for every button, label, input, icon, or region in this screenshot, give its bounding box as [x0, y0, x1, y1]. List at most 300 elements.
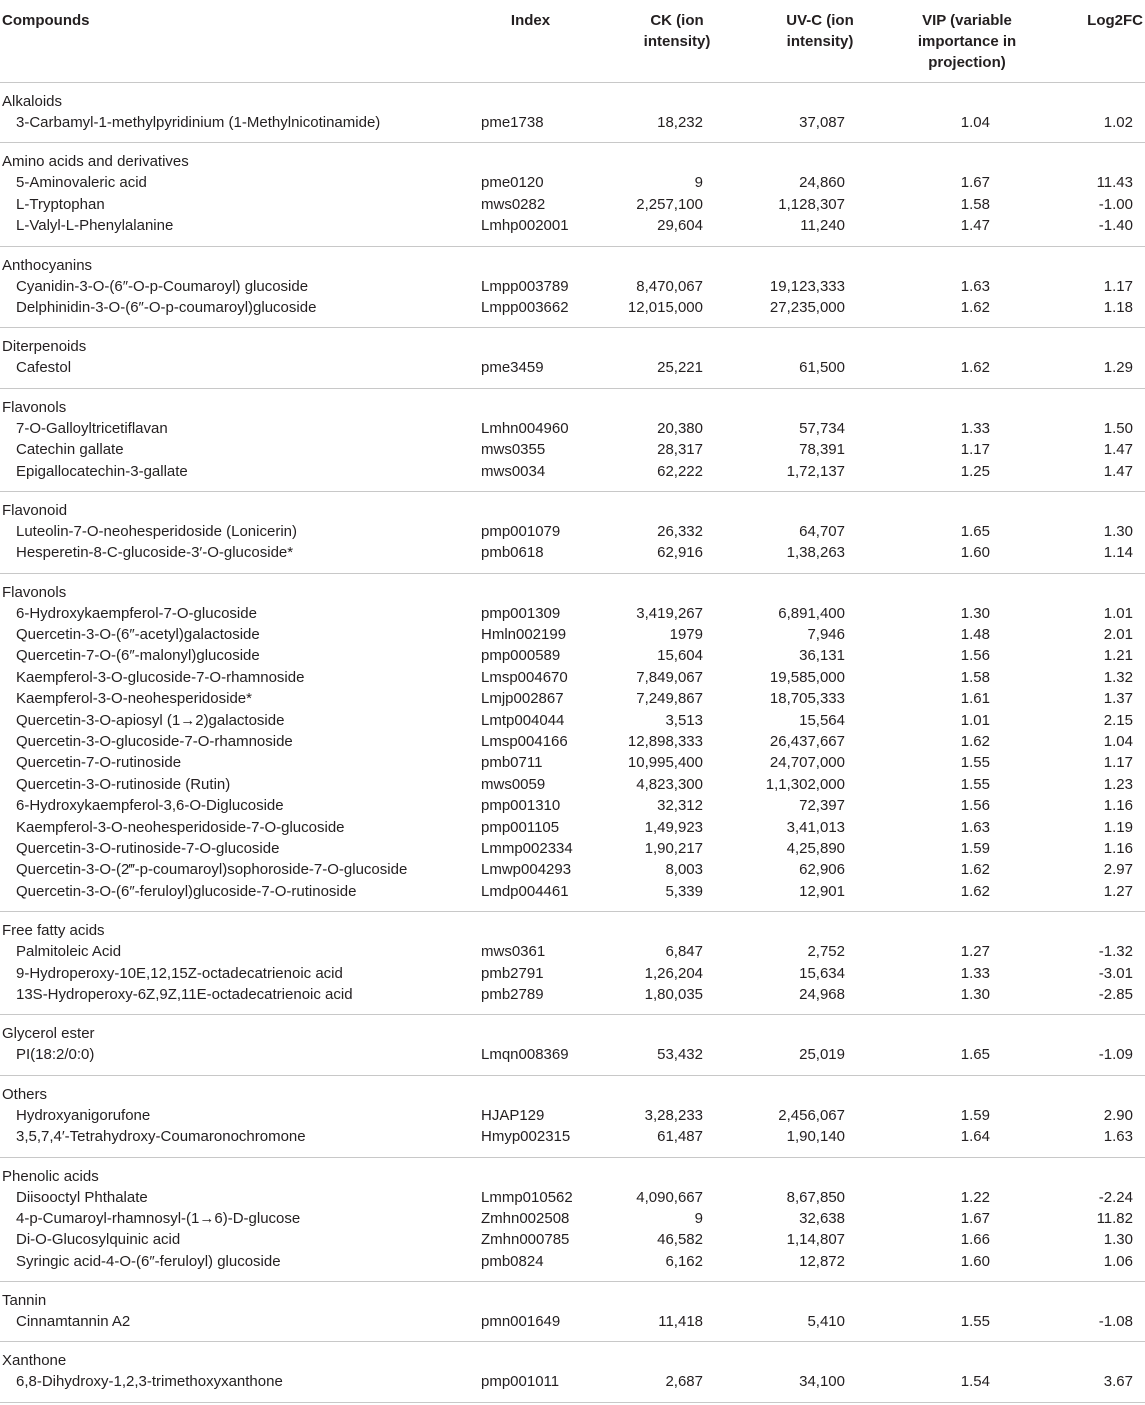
- vip-value: 1.56: [960, 647, 990, 665]
- ck-intensity: 4,823,300: [636, 775, 703, 793]
- table-row: [0, 881, 1145, 902]
- uvc-intensity: 6,891,400: [778, 604, 845, 622]
- compound-group: [0, 1015, 1145, 1075]
- table-row: [0, 461, 1145, 482]
- compound-name: 6-Hydroxykaempferol-7-O-glucoside: [16, 604, 257, 622]
- uvc-intensity: 36,131: [799, 647, 845, 665]
- compound-name: Quercetin-3-O-glucoside-7-O-rhamnoside: [16, 733, 293, 751]
- uvc-intensity: 78,391: [799, 441, 845, 459]
- vip-value: 1.27: [960, 943, 990, 961]
- table-row: [0, 1126, 1145, 1147]
- table-row: [0, 439, 1145, 460]
- log2fc-value: -1.00: [1098, 195, 1133, 213]
- uvc-intensity: 72,397: [799, 797, 845, 815]
- compound-name: Cafestol: [16, 359, 72, 377]
- uvc-intensity: 37,087: [799, 114, 845, 131]
- ck-intensity: 1,26,204: [644, 964, 703, 982]
- compound-index: HJAP129: [481, 1106, 545, 1124]
- uvc-intensity: 1,90,140: [786, 1128, 845, 1146]
- compound-index: Lmhp002001: [481, 217, 569, 235]
- ck-intensity: 7,249,867: [636, 690, 703, 708]
- group-name: Alkaloids: [2, 93, 63, 110]
- table-row: [0, 817, 1145, 838]
- ck-intensity: 28,317: [657, 441, 703, 459]
- uvc-intensity: 32,638: [799, 1209, 845, 1227]
- compound-group: [0, 328, 1145, 388]
- uvc-intensity: 24,968: [799, 985, 845, 1003]
- ck-intensity: 3,419,267: [636, 604, 703, 622]
- compound-index: mws0361: [481, 943, 546, 961]
- log2fc-value: 1.37: [1103, 690, 1133, 708]
- header-ck: CK (ion intensity): [643, 12, 711, 50]
- vip-value: 1.55: [960, 1313, 990, 1331]
- log2fc-value: 2.01: [1103, 626, 1133, 644]
- uvc-intensity: 1,38,263: [786, 544, 845, 562]
- table-body: [0, 83, 1145, 1403]
- compound-name: 6-Hydroxykaempferol-3,6-O-Diglucoside: [16, 797, 284, 815]
- table-row: [0, 1044, 1145, 1065]
- ck-intensity: 1,49,923: [644, 818, 703, 836]
- log2fc-value: 1.32: [1103, 668, 1133, 686]
- compound-name: L-Valyl-L-Phenylalanine: [16, 217, 174, 235]
- uvc-intensity: 19,123,333: [769, 277, 845, 295]
- log2fc-value: -2.24: [1098, 1188, 1133, 1206]
- compound-name: Quercetin-3-O-(6″-acetyl)galactoside: [16, 626, 260, 644]
- group-name: Others: [2, 1085, 48, 1103]
- header-compounds: Compounds: [2, 12, 90, 29]
- vip-value: 1.48: [960, 626, 990, 644]
- table-row: [0, 624, 1145, 645]
- compound-name: Cyanidin-3-O-(6″-O-p-Coumaroyl) glucoside: [16, 277, 309, 295]
- uvc-intensity: 2,456,067: [778, 1106, 845, 1124]
- compound-index: pmb0618: [481, 544, 544, 562]
- compound-index: pmb0711: [481, 754, 543, 772]
- vip-value: 1.56: [960, 797, 990, 815]
- compound-group: [0, 912, 1145, 1015]
- ck-intensity: 20,380: [657, 419, 703, 437]
- compound-index: Lmpp003789: [481, 277, 569, 295]
- compound-index: pmb2791: [481, 964, 544, 982]
- compound-index: Lmsp004670: [481, 668, 568, 686]
- compound-index: mws0059: [481, 775, 546, 793]
- log2fc-value: 2.97: [1103, 861, 1133, 879]
- compound-index: pmp001309: [481, 604, 561, 622]
- compound-name: Di-O-Glucosylquinic acid: [16, 1231, 181, 1249]
- log2fc-value: 11.43: [1096, 174, 1133, 192]
- compound-name: 7-O-Galloyltricetiflavan: [16, 419, 168, 437]
- compound-name: 9-Hydroperoxy-10E,12,15Z-octadecatrienoic acid: [16, 964, 343, 982]
- uvc-intensity: 26,437,667: [769, 733, 845, 751]
- uvc-intensity: 64,707: [799, 522, 845, 540]
- vip-value: 1.66: [960, 1231, 990, 1249]
- group-name: Diterpenoids: [2, 338, 87, 356]
- compound-index: pmn001649: [481, 1313, 561, 1331]
- compound-group: [0, 1282, 1145, 1342]
- compound-name: Diisooctyl Phthalate: [16, 1188, 148, 1206]
- compound-name: Hesperetin-8-C-glucoside-3′-O-glucoside*: [16, 544, 294, 562]
- ck-intensity: 32,312: [657, 797, 703, 815]
- uvc-intensity: 18,705,333: [769, 690, 845, 708]
- log2fc-value: 2.90: [1103, 1106, 1133, 1124]
- compound-name: Epigallocatechin-3-gallate: [16, 462, 188, 480]
- table-row: [0, 1229, 1145, 1250]
- vip-value: 1.60: [960, 544, 990, 562]
- compound-name: Delphinidin-3-O-(6″-O-p-coumaroyl)glucoside: [16, 298, 317, 316]
- group-name: Anthocyanins: [2, 256, 93, 274]
- vip-value: 1.60: [960, 1252, 990, 1270]
- uvc-intensity: 24,860: [799, 174, 845, 192]
- log2fc-value: 1.30: [1103, 1231, 1133, 1249]
- ck-intensity: 1,90,217: [644, 839, 703, 857]
- compound-group: [0, 574, 1145, 912]
- vip-value: 1.62: [960, 882, 990, 900]
- vip-value: 1.54: [960, 1373, 990, 1391]
- ck-intensity: 1979: [669, 626, 703, 644]
- log2fc-value: 1.02: [1103, 114, 1133, 131]
- vip-value: 1.62: [960, 861, 990, 879]
- compound-name: Quercetin-3-O-(2‴-p-coumaroyl)sophoroside-7-O-glucoside: [16, 861, 408, 879]
- table-row: [0, 418, 1145, 439]
- group-name: Flavonoid: [2, 501, 68, 519]
- ck-intensity: 4,090,667: [636, 1188, 703, 1206]
- log2fc-value: 1.04: [1103, 733, 1133, 751]
- compound-name: Quercetin-7-O-(6″-malonyl)glucoside: [16, 647, 260, 665]
- table-row: [0, 667, 1145, 688]
- compound-name: 3-Carbamyl-1-methylpyridinium (1-Methylnicotinamide): [16, 114, 381, 131]
- compound-index: Hmyp002315: [481, 1128, 571, 1146]
- table-row: [0, 1105, 1145, 1126]
- vip-value: 1.61: [960, 690, 990, 708]
- header-uvc: UV-C (ion intensity): [786, 12, 854, 50]
- log2fc-value: 11.82: [1096, 1209, 1133, 1227]
- log2fc-value: -3.01: [1098, 964, 1133, 982]
- vip-value: 1.22: [960, 1188, 990, 1206]
- table-row: [0, 984, 1145, 1005]
- log2fc-value: 1.16: [1103, 797, 1133, 815]
- uvc-intensity: 34,100: [799, 1373, 845, 1391]
- compound-name: Kaempferol-3-O-neohesperidoside*: [16, 690, 252, 708]
- uvc-intensity: 3,41,013: [786, 818, 845, 836]
- header-index: Index: [510, 12, 551, 29]
- compound-index: Lmmp002334: [481, 839, 573, 857]
- table-row: [0, 688, 1145, 709]
- vip-value: 1.62: [960, 359, 990, 377]
- ck-intensity: 3,28,233: [644, 1106, 703, 1124]
- table-row: [0, 1208, 1145, 1229]
- header-vip: VIP (variable importance in projection): [917, 12, 1017, 71]
- compound-index: pme1738: [481, 114, 544, 131]
- table-row: [0, 521, 1145, 542]
- group-name: Phenolic acids: [2, 1167, 99, 1185]
- compound-index: pmp001310: [481, 797, 561, 815]
- log2fc-value: -1.09: [1098, 1046, 1133, 1064]
- log2fc-value: 1.17: [1103, 754, 1133, 772]
- compound-index: Lmhn004960: [481, 419, 569, 437]
- log2fc-value: -1.08: [1098, 1313, 1133, 1331]
- uvc-intensity: 15,634: [799, 964, 845, 982]
- compound-index: pmp000589: [481, 647, 561, 665]
- compound-index: Hmln002199: [481, 626, 567, 644]
- vip-value: 1.65: [960, 1046, 990, 1064]
- ck-intensity: 12,898,333: [627, 733, 703, 751]
- compound-index: pme0120: [481, 174, 544, 192]
- compound-index: pmb2789: [481, 985, 544, 1003]
- log2fc-value: 3.67: [1103, 1373, 1133, 1391]
- table-row: [0, 542, 1145, 563]
- ck-intensity: 2,257,100: [636, 195, 703, 213]
- compound-name: Quercetin-3-O-rutinoside (Rutin): [16, 775, 231, 793]
- uvc-intensity: 27,235,000: [769, 298, 845, 316]
- ck-intensity: 7,849,067: [636, 668, 703, 686]
- vip-value: 1.64: [960, 1128, 990, 1146]
- uvc-intensity: 2,752: [807, 943, 845, 961]
- uvc-intensity: 57,734: [799, 419, 845, 437]
- uvc-intensity: 24,707,000: [769, 754, 845, 772]
- compound-name: L-Tryptophan: [16, 195, 105, 213]
- compound-name: Kaempferol-3-O-neohesperidoside-7-O-glucoside: [16, 818, 345, 836]
- ck-intensity: 26,332: [657, 522, 703, 540]
- group-name: Free fatty acids: [2, 922, 105, 940]
- compound-name: 4-p-Cumaroyl-rhamnosyl-(1→6)-D-glucose: [16, 1209, 301, 1227]
- uvc-intensity: 8,67,850: [786, 1188, 845, 1206]
- uvc-intensity: 62,906: [799, 861, 845, 879]
- group-name: Flavonols: [2, 583, 67, 601]
- ck-intensity: 25,221: [657, 359, 703, 377]
- vip-value: 1.30: [960, 985, 990, 1003]
- compound-index: Lmqn008369: [481, 1046, 569, 1064]
- compound-index: Lmwp004293: [481, 861, 572, 879]
- vip-value: 1.65: [960, 522, 990, 540]
- uvc-intensity: 12,872: [799, 1252, 845, 1270]
- table-row: [0, 1311, 1145, 1332]
- vip-value: 1.63: [960, 818, 990, 836]
- ck-intensity: 46,582: [657, 1231, 703, 1249]
- uvc-intensity: 15,564: [799, 711, 845, 729]
- log2fc-value: 1.50: [1103, 419, 1133, 437]
- compound-name: 3,5,7,4′-Tetrahydroxy-Coumaronochromone: [16, 1128, 306, 1146]
- vip-value: 1.17: [960, 441, 990, 459]
- uvc-intensity: 19,585,000: [769, 668, 845, 686]
- table-row: [0, 774, 1145, 795]
- vip-value: 1.59: [960, 1106, 990, 1124]
- compound-name: Catechin gallate: [16, 441, 124, 459]
- log2fc-value: 1.47: [1103, 441, 1133, 459]
- log2fc-value: 1.23: [1103, 775, 1133, 793]
- compound-name: 6,8-Dihydroxy-1,2,3-trimethoxyxanthone: [16, 1373, 283, 1391]
- compound-index: Lmmp010562: [481, 1188, 573, 1206]
- header-log2fc: Log2FC: [1087, 12, 1143, 29]
- ck-intensity: 9: [694, 1209, 703, 1227]
- ck-intensity: 61,487: [657, 1128, 703, 1146]
- compound-name: Luteolin-7-O-neohesperidoside (Lonicerin): [16, 522, 297, 540]
- vip-value: 1.33: [960, 419, 990, 437]
- vip-value: 1.59: [960, 839, 990, 857]
- compound-index: pme3459: [481, 359, 544, 377]
- table-row: [0, 710, 1145, 731]
- table-row: [0, 112, 1145, 133]
- vip-value: 1.67: [960, 174, 990, 192]
- ck-intensity: 12,015,000: [627, 298, 703, 316]
- compound-group: [0, 492, 1145, 574]
- log2fc-value: 1.21: [1103, 647, 1133, 665]
- ck-intensity: 6,162: [665, 1252, 703, 1270]
- group-name: Xanthone: [2, 1352, 67, 1370]
- table-row: [0, 297, 1145, 318]
- vip-value: 1.47: [960, 217, 990, 235]
- log2fc-value: 1.30: [1103, 522, 1133, 540]
- ck-intensity: 5,339: [665, 882, 703, 900]
- ck-intensity: 29,604: [657, 217, 703, 235]
- ck-intensity: 8,003: [665, 861, 703, 879]
- log2fc-value: 1.14: [1103, 544, 1133, 562]
- ck-intensity: 2,687: [665, 1373, 703, 1391]
- uvc-intensity: 61,500: [799, 359, 845, 377]
- table-row: [0, 1187, 1145, 1208]
- ck-intensity: 11,418: [658, 1313, 703, 1331]
- compound-group: [0, 1342, 1145, 1402]
- compound-group: [0, 1158, 1145, 1283]
- compound-index: Zmhn000785: [481, 1231, 570, 1249]
- ck-intensity: 15,604: [657, 647, 703, 665]
- ck-intensity: 3,513: [665, 711, 703, 729]
- table-row: [0, 172, 1145, 193]
- vip-value: 1.25: [960, 462, 990, 480]
- log2fc-value: 1.16: [1103, 839, 1133, 857]
- compound-index: pmp001105: [481, 818, 560, 836]
- compound-name: PI(18:2/0:0): [16, 1046, 95, 1064]
- compound-index: Lmpp003662: [481, 298, 569, 316]
- compound-name: Cinnamtannin A2: [16, 1313, 131, 1331]
- group-name: Tannin: [2, 1292, 47, 1310]
- log2fc-value: 1.63: [1103, 1128, 1133, 1146]
- vip-value: 1.62: [960, 298, 990, 316]
- uvc-intensity: 1,128,307: [778, 195, 845, 213]
- compound-name: Quercetin-7-O-rutinoside: [16, 754, 182, 772]
- vip-value: 1.62: [960, 733, 990, 751]
- log2fc-value: 1.01: [1103, 604, 1133, 622]
- compound-group: [0, 1076, 1145, 1158]
- compound-index: mws0355: [481, 441, 546, 459]
- table-row: [0, 194, 1145, 215]
- ck-intensity: 6,847: [665, 943, 703, 961]
- vip-value: 1.67: [960, 1209, 990, 1227]
- ck-intensity: 18,232: [657, 114, 703, 131]
- table-header: [0, 0, 1145, 83]
- compound-name: Quercetin-3-O-apiosyl (1→2)galactoside: [16, 711, 285, 729]
- log2fc-value: -1.40: [1098, 217, 1133, 235]
- table-row: [0, 752, 1145, 773]
- compound-index: Lmtp004044: [481, 711, 565, 729]
- log2fc-value: 1.17: [1103, 277, 1133, 295]
- ck-intensity: 10,995,400: [627, 754, 703, 772]
- compound-name: Syringic acid-4-O-(6″-feruloyl) glucoside: [16, 1252, 281, 1270]
- uvc-intensity: 4,25,890: [786, 839, 845, 857]
- table-row: [0, 276, 1145, 297]
- compound-group: [0, 247, 1145, 329]
- table-row: [0, 1371, 1145, 1392]
- compound-index: mws0282: [481, 195, 546, 213]
- vip-value: 1.55: [960, 775, 990, 793]
- ck-intensity: 1,80,035: [644, 985, 703, 1003]
- table-row: [0, 859, 1145, 880]
- log2fc-value: 2.15: [1103, 711, 1133, 729]
- uvc-intensity: 5,410: [807, 1313, 845, 1331]
- group-name: Flavonols: [2, 398, 67, 416]
- table-row: [0, 357, 1145, 378]
- compound-name: Kaempferol-3-O-glucoside-7-O-rhamnoside: [16, 668, 305, 686]
- log2fc-value: -2.85: [1098, 985, 1133, 1003]
- ck-intensity: 53,432: [657, 1046, 703, 1064]
- compound-name: Hydroxyanigorufone: [16, 1106, 151, 1124]
- compound-index: pmb0824: [481, 1252, 544, 1270]
- log2fc-value: -1.32: [1098, 943, 1133, 961]
- log2fc-value: 1.18: [1103, 298, 1133, 316]
- ck-intensity: 62,916: [657, 544, 703, 562]
- uvc-intensity: 1,1,302,000: [765, 775, 845, 793]
- compound-name: Quercetin-3-O-(6″-feruloyl)glucoside-7-O-rutinoside: [16, 882, 357, 900]
- compound-name: 5-Aminovaleric acid: [16, 174, 147, 192]
- compound-name: 13S-Hydroperoxy-6Z,9Z,11E-octadecatrienoic acid: [16, 985, 353, 1003]
- table-row: [0, 795, 1145, 816]
- log2fc-value: 1.47: [1103, 462, 1133, 480]
- ck-intensity: 9: [694, 174, 703, 192]
- vip-value: 1.01: [960, 711, 990, 729]
- compound-group: [0, 389, 1145, 492]
- table-row: [0, 941, 1145, 962]
- vip-value: 1.58: [960, 195, 990, 213]
- log2fc-value: 1.29: [1103, 359, 1133, 377]
- group-name: Glycerol ester: [2, 1025, 95, 1043]
- log2fc-value: 1.27: [1103, 882, 1133, 900]
- table-row: [0, 603, 1145, 624]
- vip-value: 1.33: [960, 964, 990, 982]
- uvc-intensity: 1,72,137: [786, 462, 845, 480]
- compound-index: mws0034: [481, 462, 546, 480]
- table-row: [0, 838, 1145, 859]
- compound-index: Zmhn002508: [481, 1209, 570, 1227]
- group-name: Amino acids and derivatives: [2, 153, 189, 171]
- uvc-intensity: 25,019: [799, 1046, 845, 1064]
- table-row: [0, 731, 1145, 752]
- vip-value: 1.58: [960, 668, 990, 686]
- compound-index: Lmjp002867: [481, 690, 564, 708]
- ck-intensity: 62,222: [657, 462, 703, 480]
- compound-index: Lmdp004461: [481, 882, 569, 900]
- uvc-intensity: 7,946: [807, 626, 845, 644]
- table-row: [0, 215, 1145, 236]
- vip-value: 1.55: [960, 754, 990, 772]
- log2fc-value: 1.06: [1103, 1252, 1133, 1270]
- compound-name: Quercetin-3-O-rutinoside-7-O-glucoside: [16, 839, 280, 857]
- compound-index: pmp001011: [481, 1373, 560, 1391]
- table-row: [0, 1251, 1145, 1272]
- vip-value: 1.30: [960, 604, 990, 622]
- uvc-intensity: 1,14,807: [786, 1231, 845, 1249]
- uvc-intensity: 11,240: [800, 217, 845, 235]
- vip-value: 1.63: [960, 277, 990, 295]
- ck-intensity: 8,470,067: [636, 277, 703, 295]
- compound-group: [0, 143, 1145, 246]
- compound-index: pmp001079: [481, 522, 561, 540]
- uvc-intensity: 12,901: [799, 882, 845, 900]
- table-row: [0, 645, 1145, 666]
- compound-index: Lmsp004166: [481, 733, 568, 751]
- vip-value: 1.04: [960, 114, 990, 131]
- compound-name: Palmitoleic Acid: [16, 943, 122, 961]
- log2fc-value: 1.19: [1103, 818, 1133, 836]
- table-row: [0, 963, 1145, 984]
- compound-group: [0, 83, 1145, 143]
